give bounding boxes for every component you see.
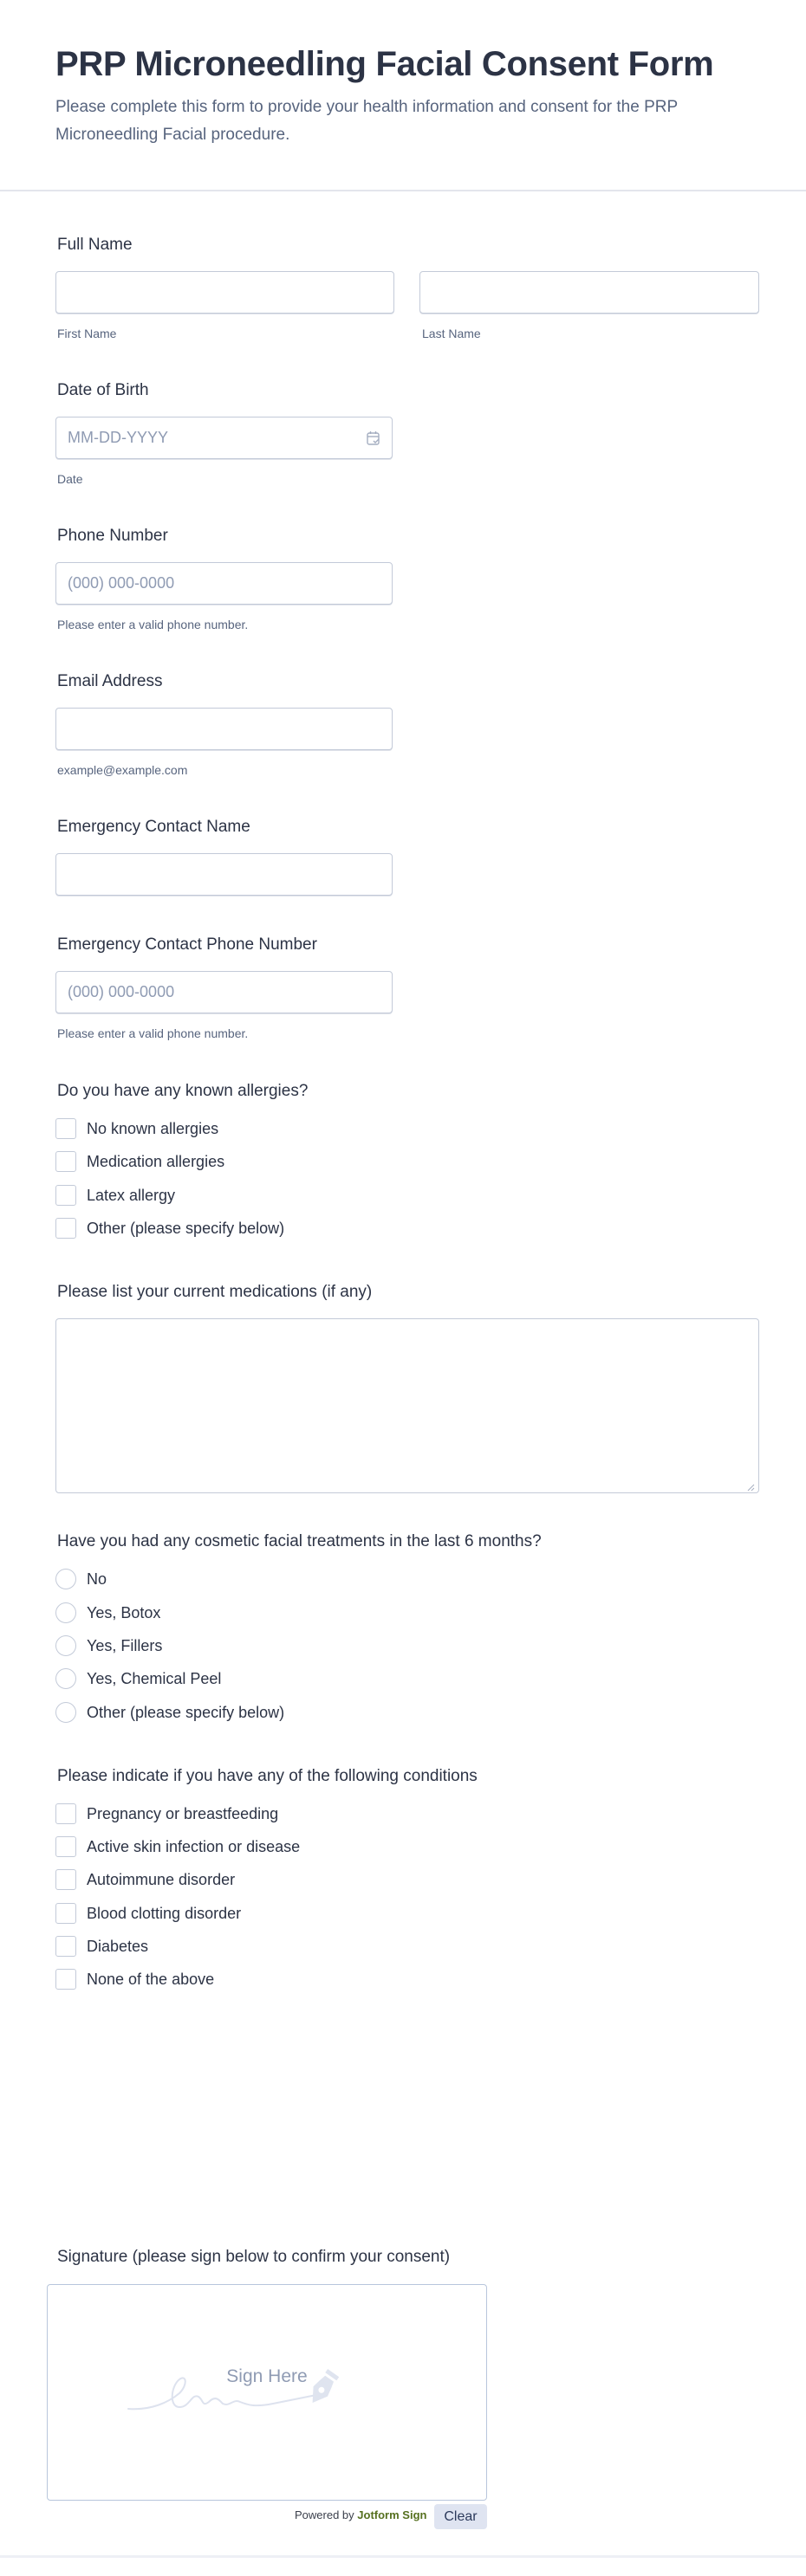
sign-here-placeholder: Sign Here — [226, 2366, 308, 2386]
dob-placeholder: MM-DD-YYYY — [68, 429, 168, 446]
condition-option[interactable] — [55, 1835, 300, 1858]
radio-button[interactable] — [55, 1602, 76, 1623]
dob-input[interactable] — [55, 417, 393, 459]
medications-label: Please list your current medications (if any) — [57, 1283, 373, 1301]
emergency-phone-helper: Please enter a valid phone number. — [57, 1026, 249, 1040]
treatment-option[interactable] — [55, 1568, 107, 1590]
option-label: Pregnancy or breastfeeding — [87, 1804, 279, 1822]
checkbox[interactable] — [55, 1218, 76, 1239]
allergy-option[interactable] — [55, 1184, 175, 1207]
option-label: Other (please specify below) — [87, 1219, 285, 1237]
option-label: Yes, Chemical Peel — [87, 1669, 222, 1687]
header-divider — [0, 190, 806, 191]
signature-pad[interactable] — [47, 2284, 487, 2501]
option-label: Active skin infection or disease — [87, 1837, 301, 1855]
dob-label: Date of Birth — [57, 381, 149, 399]
last-name-sublabel: Last Name — [422, 327, 481, 340]
condition-option[interactable] — [55, 1935, 148, 1958]
dob-sublabel: Date — [57, 472, 83, 486]
treatment-option[interactable] — [55, 1701, 284, 1724]
full-name-label: Full Name — [57, 236, 133, 254]
footer-divider — [0, 2555, 806, 2558]
checkbox[interactable] — [55, 1903, 76, 1924]
option-label: Latex allergy — [87, 1186, 176, 1204]
form-title: PRP Microneedling Facial Consent Form — [55, 45, 714, 83]
radio-button[interactable] — [55, 1635, 76, 1656]
emergency-name-input[interactable] — [55, 853, 393, 896]
radio-button[interactable] — [55, 1668, 76, 1689]
allergies-label: Do you have any known allergies? — [57, 1082, 309, 1100]
option-label: Blood clotting disorder — [87, 1904, 242, 1922]
email-input[interactable] — [55, 708, 393, 750]
treatment-option[interactable] — [55, 1602, 160, 1624]
option-label: Yes, Fillers — [87, 1636, 163, 1654]
form-subtitle: Please complete this form to provide your health information and consent for the PRP Microneedling Facial procedure. — [55, 98, 678, 144]
allergy-option[interactable] — [55, 1150, 224, 1173]
option-label: None of the above — [87, 1970, 215, 1988]
first-name-input[interactable] — [55, 271, 394, 314]
email-helper: example@example.com — [57, 763, 188, 777]
checkbox[interactable] — [55, 1936, 76, 1957]
powered-by-text — [295, 2508, 426, 2521]
phone-helper: Please enter a valid phone number. — [57, 618, 249, 631]
conditions-label: Please indicate if you have any of the following conditions — [57, 1767, 478, 1785]
phone-input[interactable] — [55, 562, 393, 605]
first-name-sublabel: First Name — [57, 327, 117, 340]
email-label: Email Address — [57, 672, 163, 690]
checkbox[interactable] — [55, 1836, 76, 1857]
allergy-option[interactable] — [55, 1217, 284, 1239]
powered-by-prefix: Powered by — [295, 2508, 354, 2521]
powered-by-brand[interactable]: Jotform Sign — [357, 2508, 427, 2521]
emergency-phone-placeholder: (000) 000-0000 — [68, 983, 175, 1000]
clear-signature-button[interactable]: Clear — [434, 2504, 487, 2529]
checkbox[interactable] — [55, 1151, 76, 1172]
emergency-name-label: Emergency Contact Name — [57, 818, 250, 836]
resize-handle-icon[interactable] — [746, 1480, 755, 1489]
condition-option[interactable] — [55, 1902, 241, 1925]
option-label: Autoimmune disorder — [87, 1870, 236, 1888]
last-name-input[interactable] — [419, 271, 759, 314]
option-label: Medication allergies — [87, 1152, 225, 1170]
treatment-option[interactable] — [55, 1667, 221, 1690]
radio-button[interactable] — [55, 1702, 76, 1723]
option-label: No — [87, 1570, 107, 1588]
medications-textarea[interactable] — [55, 1318, 759, 1493]
condition-option[interactable] — [55, 1968, 214, 1990]
checkbox[interactable] — [55, 1803, 76, 1824]
option-label: No known allergies — [87, 1119, 219, 1137]
emergency-phone-label: Emergency Contact Phone Number — [57, 935, 317, 954]
emergency-phone-input[interactable] — [55, 971, 393, 1013]
allergy-option[interactable] — [55, 1117, 218, 1140]
calendar-icon[interactable] — [366, 430, 381, 447]
checkbox[interactable] — [55, 1969, 76, 1990]
treatment-option[interactable] — [55, 1634, 162, 1657]
checkbox[interactable] — [55, 1185, 76, 1206]
option-label: Diabetes — [87, 1937, 149, 1955]
phone-placeholder: (000) 000-0000 — [68, 574, 175, 592]
condition-option[interactable] — [55, 1868, 235, 1891]
radio-button[interactable] — [55, 1569, 76, 1589]
treatments-label: Have you had any cosmetic facial treatments in the last 6 months? — [57, 1532, 542, 1550]
phone-label: Phone Number — [57, 527, 168, 545]
condition-option[interactable] — [55, 1803, 278, 1825]
option-label: Yes, Botox — [87, 1603, 161, 1621]
signature-label: Signature (please sign below to confirm your consent) — [57, 2248, 451, 2266]
option-label: Other (please specify below) — [87, 1703, 285, 1721]
checkbox[interactable] — [55, 1869, 76, 1890]
checkbox[interactable] — [55, 1118, 76, 1139]
